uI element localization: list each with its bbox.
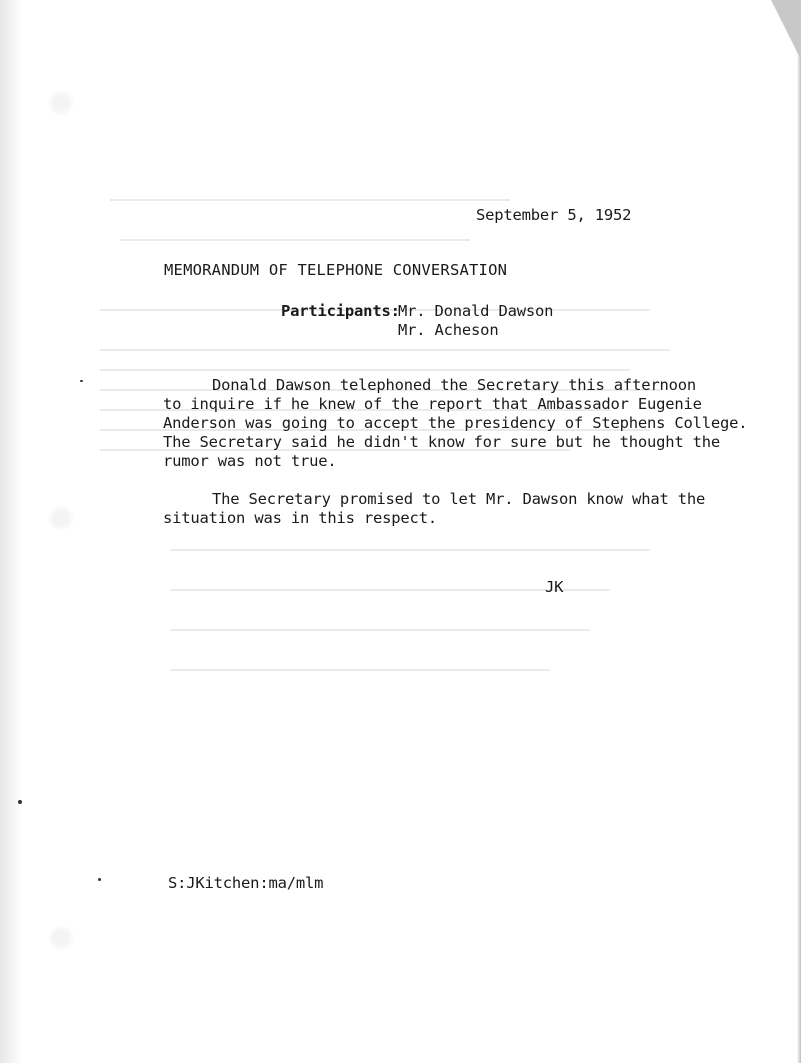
memo-title: MEMORANDUM OF TELEPHONE CONVERSATION	[164, 261, 508, 279]
participant-1: Mr. Donald Dawson	[398, 302, 554, 320]
paragraph1-line1: Donald Dawson telephoned the Secretary this afternoon	[212, 376, 696, 394]
speck	[98, 878, 101, 881]
paragraph1-line2: to inquire if he knew of the report that Ambassador Eugenie	[163, 395, 702, 413]
paragraph2-line2: situation was in this respect.	[163, 509, 437, 527]
participants-label: Participants:	[281, 302, 400, 320]
paragraph1-line3: Anderson was going to accept the presidency of Stephens College.	[163, 414, 748, 432]
paragraph1-line4: The Secretary said he didn't know for sure but he thought the	[163, 433, 721, 451]
page-corner-fold	[771, 0, 801, 60]
page-left-shadow	[0, 0, 22, 1063]
speck	[80, 380, 83, 382]
reference-line: S:JKitchen:ma/mlm	[168, 874, 324, 892]
speck	[18, 800, 22, 804]
author-initials: JK	[545, 578, 564, 596]
memo-date: September 5, 1952	[476, 206, 632, 224]
paragraph1-line5: rumor was not true.	[163, 452, 337, 470]
punch-hole-middle	[48, 505, 74, 531]
page-right-shadow	[797, 0, 801, 1063]
punch-hole-top	[48, 90, 74, 116]
punch-hole-bottom	[48, 925, 74, 951]
participant-2: Mr. Acheson	[398, 321, 499, 339]
paragraph2-line1: The Secretary promised to let Mr. Dawson know what the	[212, 490, 706, 508]
